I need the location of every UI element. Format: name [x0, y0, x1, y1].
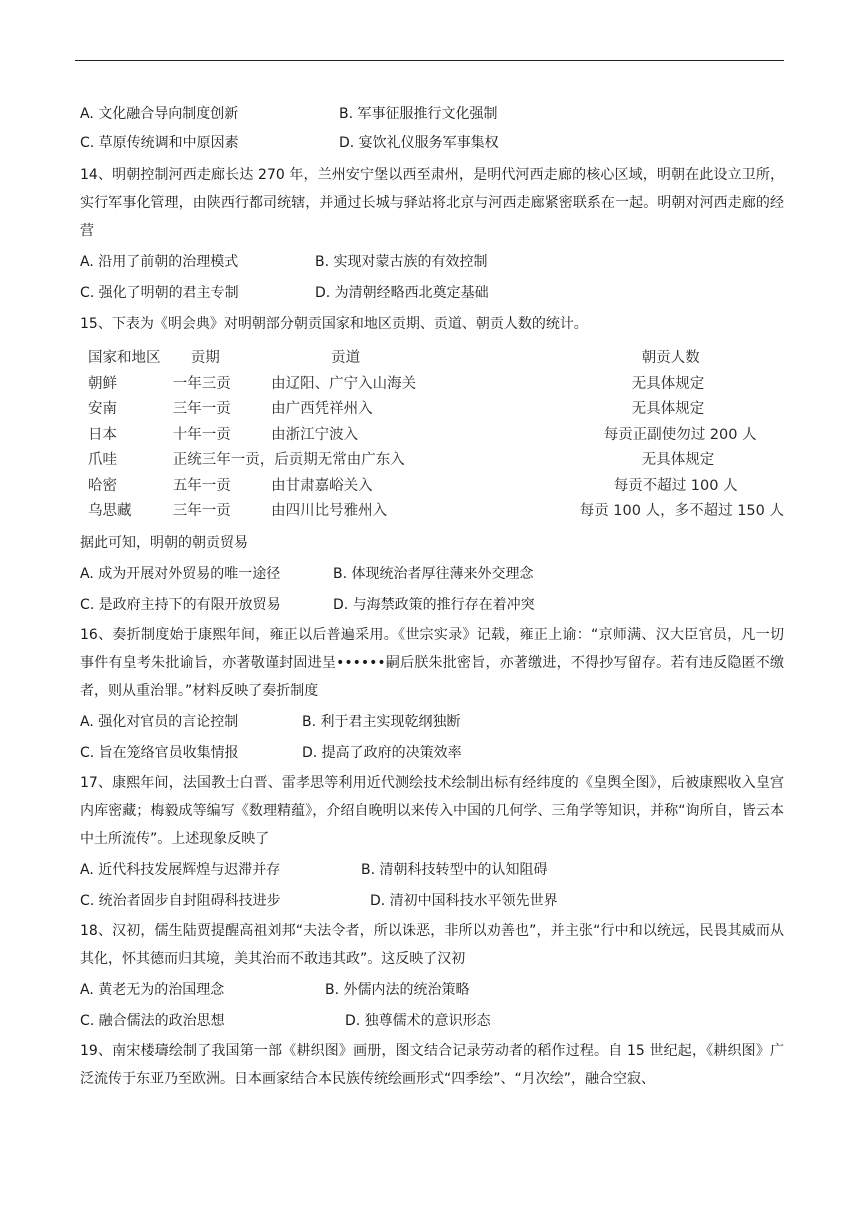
q18-option-d: D. 独尊儒术的意识形态	[345, 1012, 491, 1029]
q16-option-c: C. 旨在笼络官员收集情报	[80, 744, 239, 761]
q16-option-a: A. 强化对官员的言论控制	[80, 713, 239, 730]
q14-option-c: C. 强化了明朝的君主专制	[80, 285, 239, 301]
table-cell: 朝鲜	[88, 375, 117, 392]
table-cell: 由四川比号雅州入	[271, 503, 388, 520]
q14-options-row2	[80, 279, 784, 307]
table-row	[88, 395, 784, 421]
q18-options-row2	[80, 1007, 784, 1035]
q16-options-row1	[80, 708, 784, 736]
q16-stem: 16、奏折制度始于康熙年间，雍正以后普遍采用。《世宗实录》记载，雍正上谕：“京师满、汉大臣官员，凡一切事件有皇考朱批谕旨，亦著敬谨封固进呈••••••嗣后朕朱批密旨，亦著缴进，不得抄写留存。若有违反隐匿不缴者，则从重治罪。”材料反映了奏折制度	[80, 626, 784, 699]
table-header-cell: 朝贡人数	[641, 350, 700, 367]
q17-options-row2	[80, 887, 784, 915]
table-cell: 日本	[88, 426, 117, 443]
table-cell: 乌思藏	[88, 503, 132, 520]
q14-option-a: A. 沿用了前朝的治理模式	[80, 254, 239, 270]
q17-options-row1	[80, 856, 784, 884]
table-row	[88, 497, 784, 523]
q15-options-row2	[80, 591, 784, 619]
table-row	[88, 446, 784, 472]
q16-option-b: B. 利于君主实现乾纲独断	[302, 713, 461, 730]
q14-stem: 14、明朝控制河西走廊长达 270 年，兰州安宁堡以西至肃州，是明代河西走廊的核心区域，明朝在此设立卫所，实行军事化管理，由陕西行都司统辖，并通过长城与驿站将北京与河西走廊紧密联系在一起。明朝对河西走廊的经营	[80, 167, 784, 239]
table-header-cell: 贡道	[331, 350, 361, 367]
q18-stem: 18、汉初，儒生陆贾提醒高祖刘邦“夫法令者，所以诛恶，非所以劝善也”，并主张“行中和以统远，民畏其威而从其化，怀其德而归其境，美其治而不敢违其政”。这反映了汉初	[80, 922, 784, 967]
q17-option-d: D. 清初中国科技水平领先世界	[370, 892, 558, 909]
table-row	[88, 472, 784, 498]
table-cell: 无具体规定	[641, 452, 715, 469]
table-cell: 正统三年一贡，后贡期无常由广东入	[172, 452, 405, 469]
q15-stem: 15、下表为《明会典》对明朝部分朝贡国家和地区贡期、贡道、朝贡人数的统计。	[80, 316, 588, 332]
table-cell: 每贡正副使勿过 200 人	[603, 426, 757, 443]
table-cell: 安南	[88, 401, 117, 418]
q13-options-row2	[80, 129, 784, 157]
table-row	[88, 370, 784, 396]
q18-option-c: C. 融合儒法的政治思想	[80, 1012, 225, 1029]
q13-options-row1	[80, 100, 784, 128]
table-cell: 无具体规定	[631, 401, 705, 418]
table-cell: 无具体规定	[631, 375, 705, 392]
table-header-row	[88, 344, 784, 370]
q14-option-b: B. 实现对蒙古族的有效控制	[315, 254, 488, 270]
q15-option-b: B. 体现统治者厚往薄来外交理念	[333, 565, 534, 582]
q13-option-d: D. 宴饮礼仪服务军事集权	[339, 135, 499, 151]
q13-option-c: C. 草原传统调和中原因素	[80, 135, 239, 151]
q15-options-row1	[80, 560, 784, 588]
q17-option-b: B. 清朝科技转型中的认知阻碍	[361, 861, 548, 878]
table-cell: 一年三贡	[172, 375, 231, 392]
q15-option-a: A. 成为开展对外贸易的唯一途径	[80, 565, 281, 582]
q17-option-a: A. 近代科技发展辉煌与迟滞并存	[80, 861, 281, 878]
table-cell: 由广西凭祥州入	[271, 401, 373, 418]
q16-options-row2	[80, 739, 784, 767]
q19-stem: 19、南宋楼璹绘制了我国第一部《耕织图》画册，图文结合记录劳动者的稻作过程。自 15 世纪起，《耕织图》广泛流传于东亚乃至欧洲。日本画家结合本民族传统绘画形式“四季绘”、“月次绘”，融合空寂、	[80, 1042, 784, 1087]
q18-options-row1	[80, 976, 784, 1004]
table-cell: 由辽阳、广宁入山海关	[271, 375, 417, 392]
table-cell: 由甘肃嘉峪关入	[271, 477, 373, 494]
q13-option-a: A. 文化融合导向制度创新	[80, 106, 239, 122]
table-cell: 每贡 100 人，多不超过 150 人	[579, 503, 784, 520]
table-cell: 三年一贡	[172, 503, 231, 520]
q15-tail: 据此可知，明朝的朝贡贸易	[80, 534, 248, 551]
q15-option-c: C. 是政府主持下的有限开放贸易	[80, 596, 281, 613]
q17-option-c: C. 统治者固步自封阻碍科技进步	[80, 892, 281, 909]
q16-option-d: D. 提高了政府的决策效率	[302, 744, 462, 761]
q18-option-b: B. 外儒内法的统治策略	[325, 981, 470, 998]
q17-stem: 17、康熙年间，法国教士白晋、雷孝思等利用近代测绘技术绘制出标有经纬度的《皇舆全图》，后被康熙收入皇宫内库密藏；梅毅成等编写《数理精蕴》，介绍自晚明以来传入中国的几何学、三角学等知识，并称“询所自，皆云本中土所流传”。上述现象反映了	[80, 774, 784, 847]
q15-option-d: D. 与海禁政策的推行存在着冲突	[333, 596, 535, 613]
q14-option-d: D. 为清朝经略西北奠定基础	[315, 285, 489, 301]
table-cell: 由浙江宁波入	[271, 426, 359, 443]
tribute-table	[88, 344, 784, 523]
q14-options-row1	[80, 248, 784, 276]
table-header-cell: 贡期	[190, 350, 220, 367]
table-header-cell: 国家和地区	[88, 350, 161, 367]
table-row	[88, 421, 784, 447]
q13-option-b: B. 军事征服推行文化强制	[339, 106, 498, 122]
table-cell: 每贡不超过 100 人	[613, 477, 738, 494]
header-rule	[75, 60, 784, 61]
exam-page	[80, 102, 784, 1093]
table-cell: 十年一贡	[172, 426, 231, 443]
table-cell: 三年一贡	[172, 401, 231, 418]
q18-option-a: A. 黄老无为的治国理念	[80, 981, 225, 998]
table-cell: 爪哇	[88, 452, 117, 469]
table-cell: 哈密	[88, 477, 117, 494]
table-cell: 五年一贡	[172, 477, 231, 494]
